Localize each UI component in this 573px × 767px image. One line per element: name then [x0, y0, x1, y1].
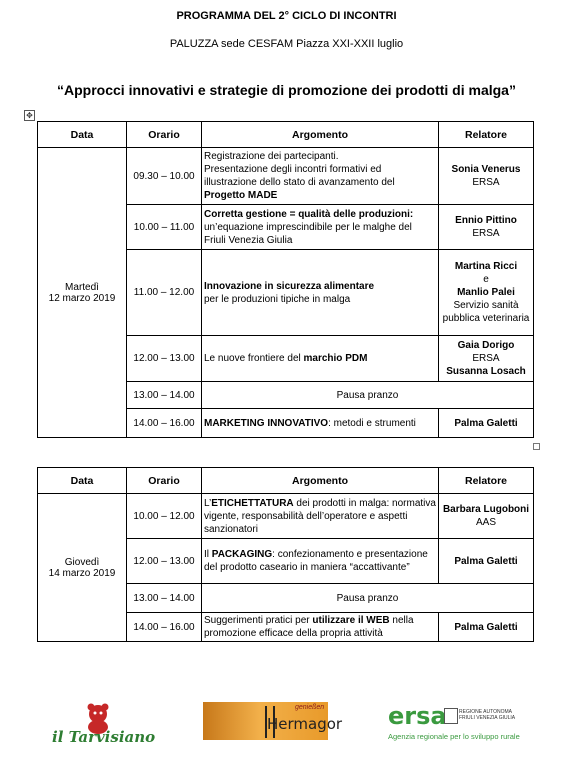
topic-cell [202, 539, 439, 584]
table-row [38, 494, 534, 539]
topic-text: dei prodotti in malga: normativa vigente, responsabilità dell’operatore e aspetti sanzionatori [204, 497, 436, 535]
speaker-name: Palma Galetti [454, 621, 518, 633]
speaker-cell [439, 148, 534, 205]
session-day: Martedì [65, 281, 99, 293]
tarvisiano-wordmark: il Tarvisiano [52, 728, 156, 746]
session-day: Giovedì [64, 556, 100, 568]
schedule-table-2 [37, 467, 534, 642]
ersa-region-text: REGIONE AUTONOMA FRIULI VENEZIA GIULIA [459, 709, 516, 721]
ersa-logo [388, 700, 528, 744]
time-cell: 14.00 – 16.00 [127, 409, 202, 438]
region-crest-icon [444, 708, 458, 724]
header-data: Data [38, 468, 127, 494]
speaker-conjunction: e [483, 274, 489, 285]
topic-text: : metodi e strumenti [328, 417, 416, 429]
session-date: 14 marzo 2019 [48, 567, 116, 579]
speaker-cell [439, 613, 534, 642]
topic-cell [202, 205, 439, 250]
topic-cell [202, 409, 439, 438]
lunch-break-cell: Pausa pranzo [202, 584, 534, 613]
header-argomento: Argomento [202, 122, 439, 148]
topic-text: un’equazione imprescindibile per le malghe del Friuli Venezia Giulia [204, 221, 412, 246]
header-argomento: Argomento [202, 468, 439, 494]
header-data: Data [38, 122, 127, 148]
topic-cell [202, 613, 439, 642]
tarvisiano-logo [48, 700, 156, 750]
document-subtitle: PALUZZA sede CESFAM Piazza XXI-XXII luglio [169, 38, 404, 50]
speaker-org: ERSA [472, 228, 500, 239]
session-date-cell [38, 494, 127, 642]
speaker-name: Martina Ricci [454, 261, 518, 272]
lunch-break-cell: Pausa pranzo [202, 382, 534, 409]
time-cell: 12.00 – 13.00 [127, 539, 202, 584]
topic-text: Suggerimenti pratici per [204, 615, 313, 626]
topic-highlight: MARKETING INNOVATIVO [204, 417, 329, 429]
topic-cell [202, 336, 439, 382]
speaker-name: Barbara Lugoboni [442, 504, 530, 515]
speaker-name: Manlio Palei [457, 287, 515, 298]
topic-text: Presentazione degli incontri formativi ed illustrazione dello stato di avanzamento del [204, 164, 395, 188]
topic-highlight: PACKAGING [211, 549, 273, 560]
time-cell: 13.00 – 14.00 [127, 584, 202, 613]
ersa-tagline: Agenzia regionale per lo sviluppo rurale [388, 732, 520, 741]
speaker-org: ERSA [472, 353, 500, 364]
hermagor-wordmark: Hermagor [267, 715, 343, 733]
header-orario: Orario [127, 122, 202, 148]
document-title: PROGRAMMA DEL 2° CICLO DI INCONTRI [176, 10, 397, 22]
topic-cell [202, 148, 439, 205]
header-relatore: Relatore [439, 468, 534, 494]
time-cell: 13.00 – 14.00 [127, 382, 202, 409]
speaker-name: Palma Galetti [454, 417, 518, 429]
speaker-name: Sonia Venerus [451, 164, 521, 175]
topic-text: nella promozione efficace della propria attività [204, 615, 414, 639]
session-date-cell [38, 148, 127, 438]
topic-text: per le produzioni tipiche in malga [204, 293, 351, 305]
speaker-org: Servizio sanità pubblica veterinaria [442, 300, 530, 324]
hermagor-tagline: genießen [295, 704, 325, 711]
speaker-name: Susanna Losach [446, 366, 526, 377]
topic-text: : confezionamento e presentazione del prodotto caseario in maniera “accattivante” [204, 549, 428, 573]
header-orario: Orario [127, 468, 202, 494]
speaker-name: Ennio Pittino [455, 215, 517, 226]
topic-cell [202, 494, 439, 539]
speaker-cell [439, 539, 534, 584]
hermagor-logo [203, 702, 343, 740]
speaker-org: ERSA [472, 177, 500, 188]
topic-text: Le nuove frontiere del [204, 353, 304, 364]
speaker-cell [439, 250, 534, 336]
topic-highlight: utilizzare il WEB [312, 615, 390, 626]
speaker-cell [439, 409, 534, 438]
time-cell: 12.00 – 13.00 [127, 336, 202, 382]
speaker-name: Palma Galetti [454, 555, 518, 567]
ersa-wordmark: ersa [388, 702, 447, 730]
speaker-cell [439, 336, 534, 382]
speaker-cell [439, 205, 534, 250]
time-cell: 11.00 – 12.00 [127, 250, 202, 336]
topic-text: Registrazione dei partecipanti. [204, 151, 339, 162]
topic-text: L’ [204, 497, 212, 509]
time-cell: 10.00 – 12.00 [127, 494, 202, 539]
topic-highlight: Progetto MADE [204, 190, 278, 201]
time-cell: 10.00 – 11.00 [127, 205, 202, 250]
table-resize-handle[interactable] [533, 443, 540, 450]
document-headline: “Approcci innovativi e strategie di promozione dei prodotti di malga” [57, 82, 516, 98]
topic-highlight: ETICHETTATURA [211, 497, 294, 509]
speaker-org: AAS [475, 517, 496, 528]
topic-cell [202, 250, 439, 336]
speaker-cell [439, 494, 534, 539]
table-row [38, 148, 534, 205]
table-move-handle-icon[interactable]: ✥ [24, 110, 35, 121]
topic-highlight: marchio PDM [303, 353, 368, 364]
session-date: 12 marzo 2019 [48, 292, 116, 304]
schedule-table-1 [37, 121, 534, 438]
speaker-name: Gaia Dorigo [457, 340, 515, 351]
time-cell: 09.30 – 10.00 [127, 148, 202, 205]
time-cell: 14.00 – 16.00 [127, 613, 202, 642]
topic-text: Il [204, 549, 212, 560]
topic-highlight: Innovazione in sicurezza alimentare [204, 280, 375, 292]
header-relatore: Relatore [439, 122, 534, 148]
topic-highlight: Corretta gestione = qualità delle produzioni: [204, 208, 414, 220]
